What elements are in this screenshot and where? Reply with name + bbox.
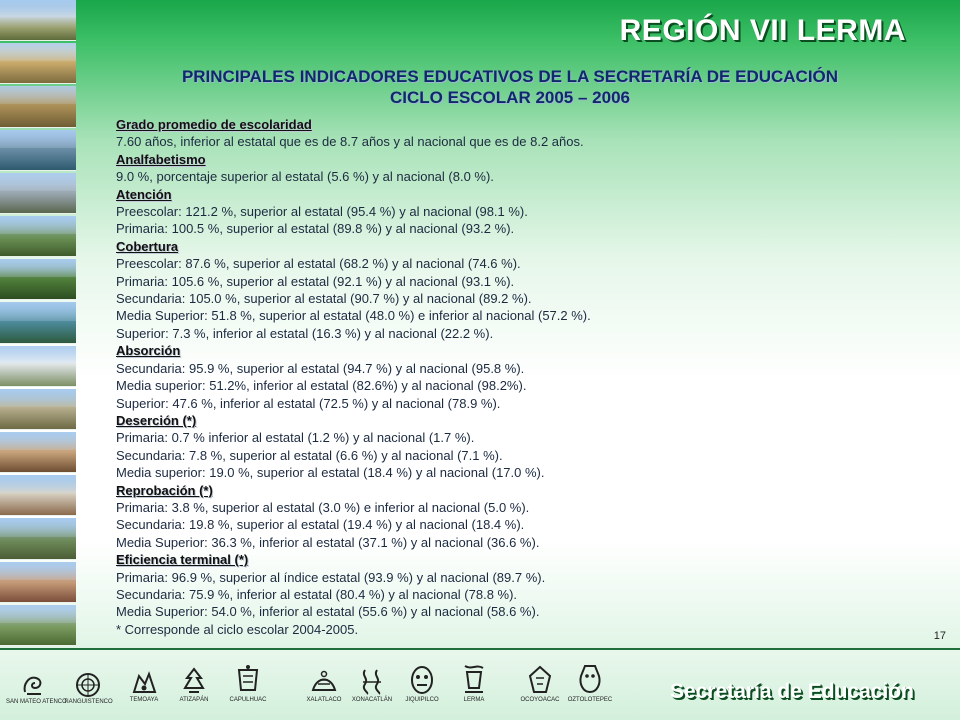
municipal-glyph-icon (129, 670, 159, 696)
logo-tianguistenco (60, 672, 116, 706)
logo-oztolotepec (562, 662, 618, 704)
municipality-name: OZTOLOTEPEC (567, 697, 613, 703)
municipality-name: TIANGUISTENCO (63, 699, 113, 705)
landscape-photo (0, 302, 76, 343)
logo-lerma (446, 662, 502, 704)
landscape-photo (0, 605, 76, 646)
landscape-photo (0, 432, 76, 473)
section-heading-grado: Grado promedio de escolaridad (116, 117, 312, 132)
municipality-name: JIQUIPILCO (405, 697, 439, 703)
indicator-line: Primaria: 96.9 %, superior al índice estatal (93.9 %) y al nacional (89.7 %). (116, 569, 546, 585)
indicator-line: Media superior: 51.2%, inferior al estatal (82.6%) y al nacional (98.2%). (116, 378, 527, 394)
indicator-line: Primaria: 100.5 %, superior al estatal (89.8 %) y al nacional (93.2 %). (116, 221, 515, 237)
municipality-name: TEMOAYA (129, 697, 159, 703)
municipality-name: ATIZAPÁN (179, 697, 209, 703)
region-title: REGIÓN VII LERMA (619, 14, 906, 47)
municipal-glyph-icon (575, 662, 605, 696)
indicator-line: Primaria: 0.7 % inferior al estatal (1.2 %) y al nacional (1.7 %). (116, 430, 475, 446)
landscape-photo (0, 43, 76, 84)
municipality-name: OCOYOACAC (520, 697, 560, 703)
logo-temoaya (116, 670, 172, 704)
landscape-photo (0, 389, 76, 430)
logo-jiquipilco (394, 664, 450, 704)
municipality-name: XONACATLÁN (351, 697, 393, 703)
indicator-line: Superior: 47.6 %, inferior al estatal (72.5 %) y al nacional (78.9 %). (116, 395, 501, 411)
municipal-glyph-icon (179, 666, 209, 696)
municipality-name: LERMA (463, 697, 485, 703)
indicator-line: Superior: 7.3 %, inferior al estatal (16.3 %) y al nacional (22.2 %). (116, 325, 494, 341)
logo-san-mateo-atenco (6, 672, 67, 706)
municipality-name: CAPULHUAC (229, 697, 267, 703)
municipal-glyph-icon (233, 664, 263, 696)
section-heading-desercion: Deserción (*) (116, 412, 197, 428)
indicator-line: Media Superior: 36.3 %, inferior al estatal (37.1 %) y al nacional (36.6 %). (116, 534, 540, 550)
municipal-glyph-icon (459, 662, 489, 696)
indicator-line: Preescolar: 87.6 %, superior al estatal (68.2 %) y al nacional (74.6 %). (116, 256, 521, 272)
landscape-photo (0, 259, 76, 300)
logo-capulhuac (220, 664, 276, 704)
landscape-photo (0, 518, 76, 559)
landscape-photo (0, 173, 76, 214)
indicator-line: Secundaria: 105.0 %, superior al estatal (90.7 %) y al nacional (89.2 %). (116, 291, 532, 307)
landscape-photo (0, 130, 76, 171)
indicator-line: Media Superior: 51.8 %, superior al estatal (48.0 %) e inferior al nacional (57.2 %). (116, 308, 591, 324)
section-heading-atencion: Atención (116, 186, 172, 202)
section-heading-analfabetismo: Analfabetismo (116, 151, 206, 167)
indicator-line: Secundaria: 75.9 %, inferior al estatal (80.4 %) y al nacional (78.8 %). (116, 586, 518, 602)
landscape-photo (0, 86, 76, 127)
indicators-body (116, 116, 936, 638)
municipal-glyph-icon (309, 668, 339, 696)
municipality-name: SAN MATEO ATENCO (6, 699, 67, 705)
logo-ocoyoacac (512, 664, 568, 704)
landscape-photo (0, 0, 76, 41)
logo-atizapan (166, 666, 222, 704)
logo-xonacatlan (344, 666, 400, 704)
landscape-photo (0, 216, 76, 257)
landscape-photo (0, 562, 76, 603)
municipal-glyph-icon (525, 664, 555, 696)
indicator-line: Secundaria: 7.8 %, superior al estatal (6.6 %) y al nacional (7.1 %). (116, 447, 503, 463)
indicator-line: Secundaria: 19.8 %, superior al estatal (19.4 %) y al nacional (18.4 %). (116, 517, 525, 533)
section-heading-eficiencia: Eficiencia terminal (*) (116, 552, 249, 568)
indicator-line: Preescolar: 121.2 %, superior al estatal (95.4 %) y al nacional (98.1 %). (116, 204, 528, 220)
page-title-line-1: PRINCIPALES INDICADORES EDUCATIVOS DE LA SECRETARÍA DE EDUCACIÓN (181, 67, 839, 86)
page-number: 17 (933, 630, 946, 642)
section-heading-cobertura: Cobertura (116, 238, 179, 254)
indicator-line: Media superior: 19.0 %, superior al estatal (18.4 %) y al nacional (17.0 %). (116, 465, 545, 481)
indicator-line: 7.60 años, inferior al estatal que es de 8.7 años y al nacional que es de 8.2 años. (116, 134, 584, 150)
page-title-line-2: CICLO ESCOLAR 2005 – 2006 (390, 88, 630, 107)
municipal-glyph-icon (73, 672, 103, 698)
indicator-line: Secundaria: 95.9 %, superior al estatal (94.7 %) y al nacional (95.8 %). (116, 360, 525, 376)
footer-organization: Secretaría de Educación (670, 680, 914, 703)
page-title (100, 66, 920, 108)
indicator-line: 9.0 %, porcentaje superior al estatal (5.6 %) y al nacional (8.0 %). (116, 169, 494, 185)
photo-strip (0, 0, 76, 648)
footnote: * Corresponde al ciclo escolar 2004-2005. (116, 621, 359, 637)
section-heading-absorcion: Absorción (116, 343, 181, 359)
municipality-name: XALATLACO (306, 697, 342, 703)
indicator-line: Primaria: 3.8 %, superior al estatal (3.0 %) e inferior al nacional (5.0 %). (116, 499, 530, 515)
municipal-glyph-icon (407, 664, 437, 696)
indicator-line: Primaria: 105.6 %, superior al estatal (92.1 %) y al nacional (93.1 %). (116, 273, 515, 289)
section-heading-reprobacion: Reprobación (*) (116, 482, 213, 498)
municipal-glyph-icon (357, 666, 387, 696)
indicator-line: Media Superior: 54.0 %, inferior al estatal (55.6 %) y al nacional (58.6 %). (116, 604, 540, 620)
landscape-photo (0, 475, 76, 516)
municipality-logos (6, 662, 626, 718)
landscape-photo (0, 346, 76, 387)
municipal-glyph-icon (19, 672, 49, 698)
